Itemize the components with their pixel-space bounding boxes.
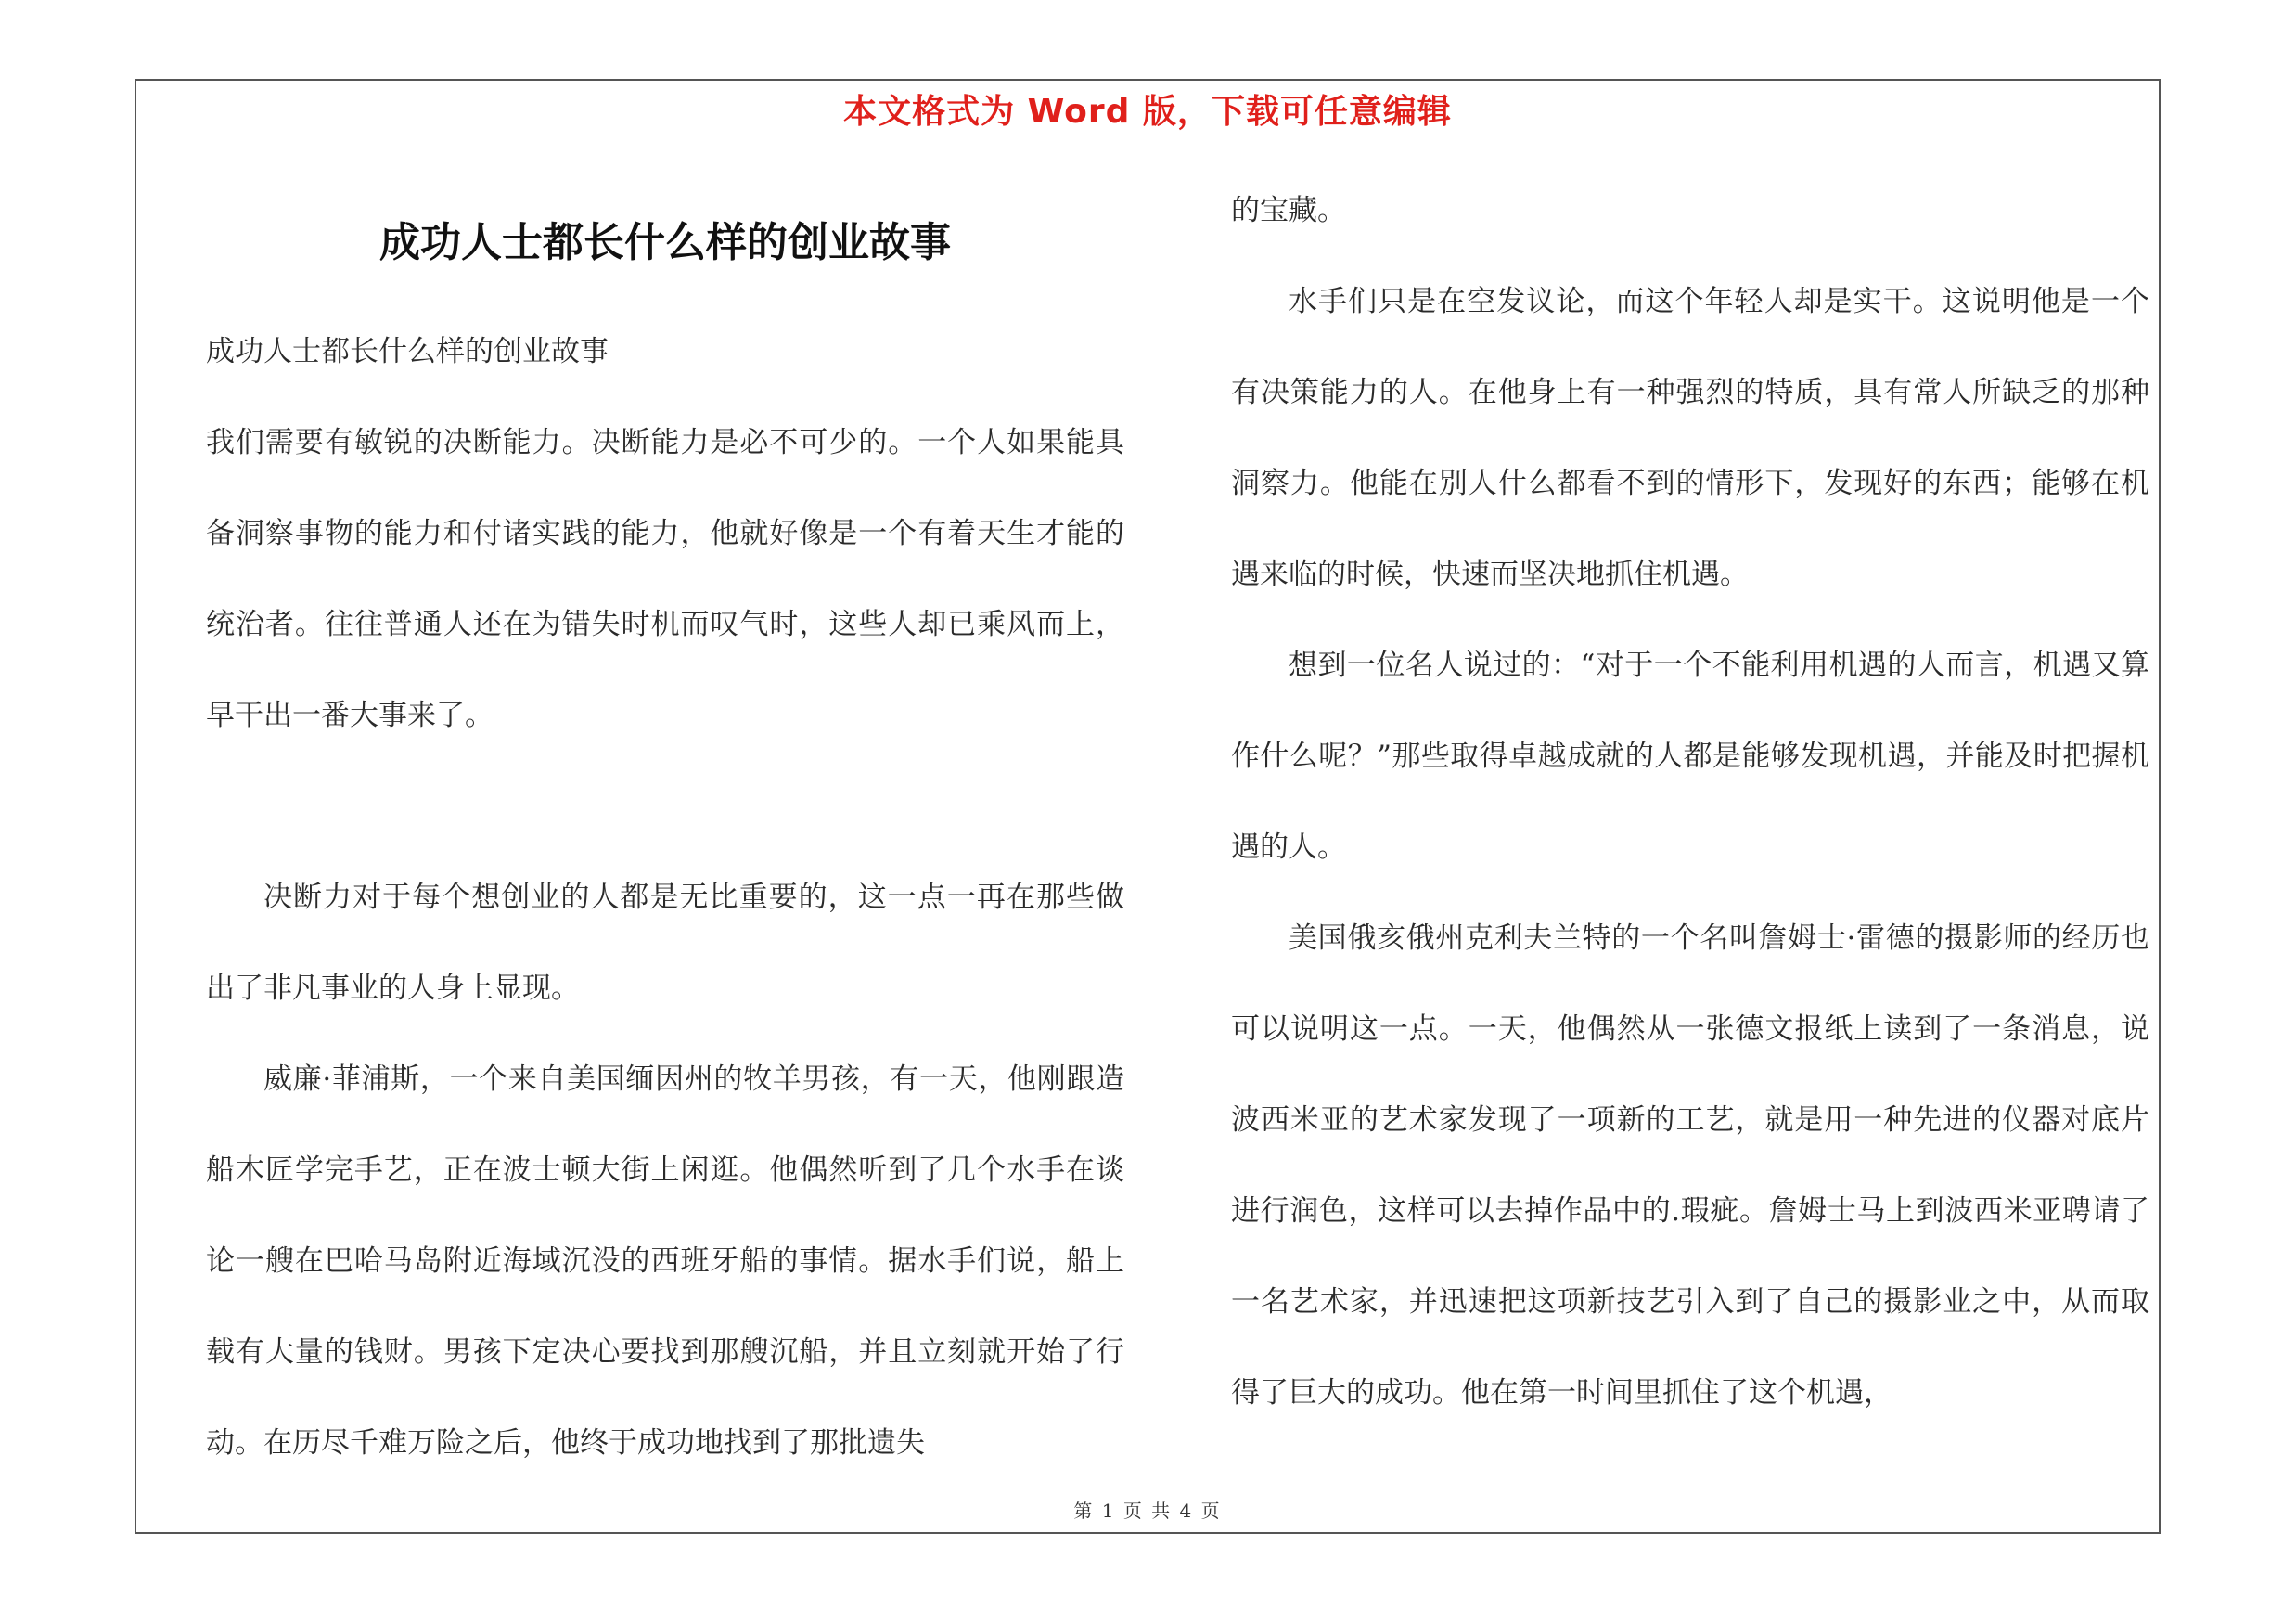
document-title: 成功人士都长什么样的创业故事 — [379, 219, 951, 266]
body-paragraph: 美国俄亥俄州克利夫兰特的一个名叫詹姆士·雷德的摄影师的经历也可以说明这一点。一天，他偶然从一张德文报纸上读到了一条消息，说波西米亚的艺术家发现了一项新的工艺，就是用一种先进的仪器对底片进行润色，这样可以去掉作品中的.瑕疵。詹姆士马上到波西米亚聘请了一名艺术家，并迅速把这项新技艺引入到了自己的摄影业之中，从而取得了巨大的成功。他在第一时间里抓住了这个机遇， — [1231, 921, 2149, 1410]
body-paragraph: 的宝藏。 — [1231, 194, 1346, 227]
paragraph-gap — [206, 761, 1124, 852]
body-paragraph: 决断力对于每个想创业的人都是无比重要的，这一点一再在那些做出了非凡事业的人身上显现。 — [206, 881, 1124, 1005]
body-paragraph: 威廉·菲浦斯，一个来自美国缅因州的牧羊男孩，有一天，他刚跟造船木匠学完手艺，正在波士顿大街上闲逛。他偶然听到了几个水手在谈论一艘在巴哈马岛附近海域沉没的西班牙船的事情。据水手们说，船上载有大量的钱财。男孩下定决心要找到那艘沉船，并且立刻就开始了行动。在历尽千难万险之后，他终于成功地找到了那批遗失 — [206, 1063, 1124, 1460]
subtitle-paragraph: 成功人士都长什么样的创业故事 — [206, 335, 609, 368]
body-paragraph: 想到一位名人说过的：“对于一个不能利用机遇的人而言，机遇又算作什么呢？”那些取得卓越成就的人都是能够发现机遇，并能及时把握机遇的人。 — [1231, 649, 2149, 864]
body-paragraph: 我们需要有敏锐的决断能力。决断能力是必不可少的。一个人如果能具备洞察事物的能力和付诸实践的能力，他就好像是一个有着天生才能的统治者。往往普通人还在为错失时机而叹气时，这些人却已乘风而上，早干出一番大事来了。 — [206, 426, 1124, 732]
word-format-banner: 本文格式为 Word 版，下载可任意编辑 — [843, 93, 1452, 131]
left-column — [206, 306, 1124, 1488]
right-column — [1231, 165, 2149, 1438]
body-paragraph: 水手们只是在空发议论，而这个年轻人却是实干。这说明他是一个有决策能力的人。在他身上有一种强烈的特质，具有常人所缺乏的那种洞察力。他能在别人什么都看不到的情形下，发现好的东西；能够在机遇来临的时候，快速而坚决地抓住机遇。 — [1231, 285, 2149, 591]
page-number-footer: 第 1 页 共 4 页 — [1073, 1500, 1222, 1522]
